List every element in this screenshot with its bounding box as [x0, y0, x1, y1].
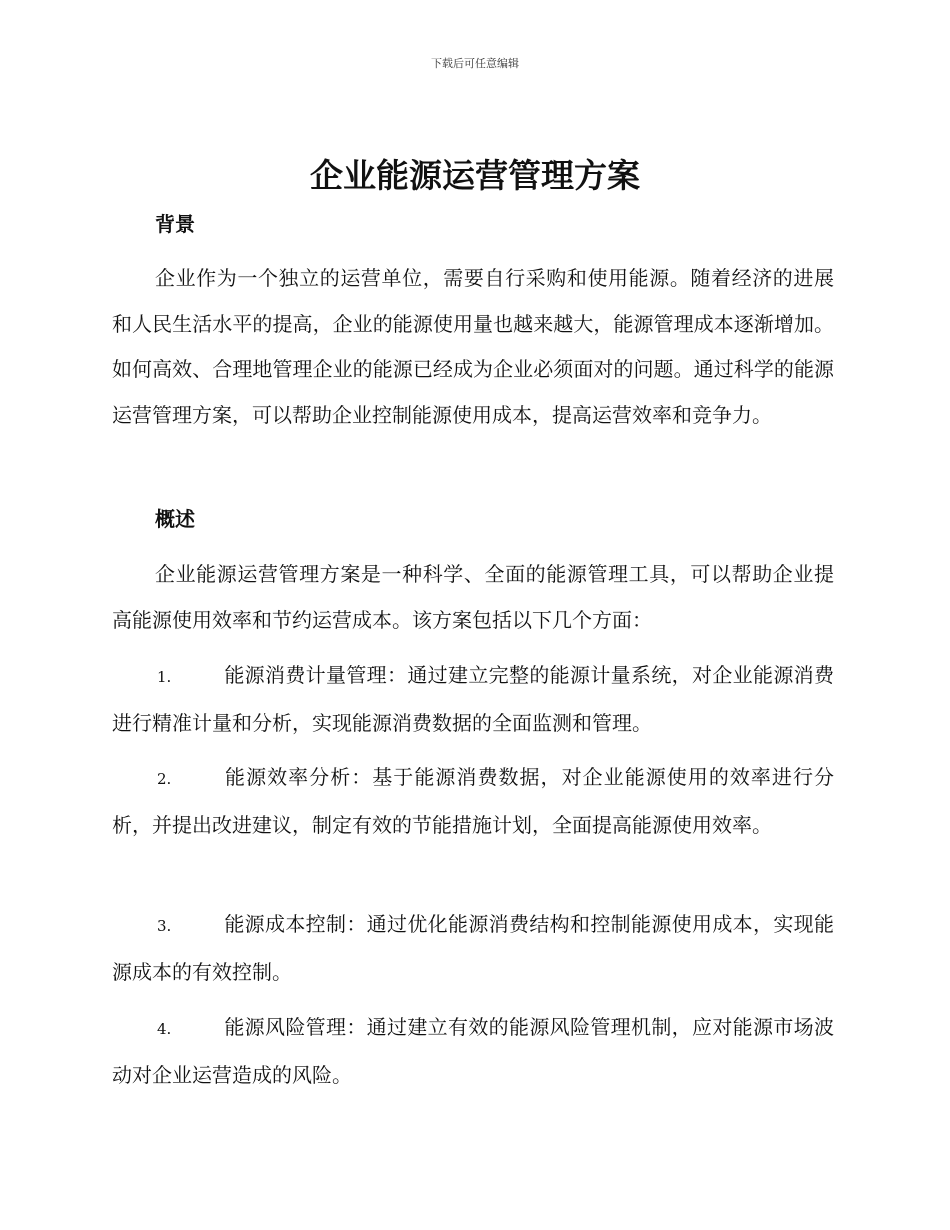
section-heading-background: 背景 — [155, 212, 195, 236]
list-item — [112, 902, 834, 995]
document-title: 企业能源运营管理方案 — [310, 156, 640, 195]
list-item-text: 能源效率分析：基于能源消费数据，对企业能源使用的效率进行分析，并提出改进建议，制定有效的节能措施计划，全面提高能源使用效率。 — [112, 765, 834, 837]
list-item-text: 能源消费计量管理：通过建立完整的能源计量系统，对企业能源消费进行精准计量和分析，实现能源消费数据的全面监测和管理。 — [112, 663, 834, 735]
list-item-number: 1. — [157, 668, 172, 686]
list-item — [112, 1005, 834, 1098]
list-item-number: 4. — [157, 1020, 172, 1038]
list-item-number: 3. — [157, 917, 172, 935]
background-paragraph: 企业作为一个独立的运营单位，需要自行采购和使用能源。随着经济的进展和人民生活水平的提高，企业的能源使用量也越来越大，能源管理成本逐渐增加。如何高效、合理地管理企业的能源已经成为企业必须面对的问题。通过科学的能源运营管理方案，可以帮助企业控制能源使用成本，提高运营效率和竞争力。 — [112, 266, 834, 427]
header-note: 下载后可任意编辑 — [431, 57, 519, 70]
list-item — [112, 653, 834, 746]
section-heading-overview: 概述 — [155, 507, 195, 531]
list-item-text: 能源风险管理：通过建立有效的能源风险管理机制，应对能源市场波动对企业运营造成的风险。 — [112, 1015, 834, 1087]
list-item-number: 2. — [157, 770, 172, 788]
list-item — [112, 755, 834, 848]
overview-paragraph: 企业能源运营管理方案是一种科学、全面的能源管理工具，可以帮助企业提高能源使用效率和节约运营成本。该方案包括以下几个方面： — [112, 562, 834, 632]
list-item-text: 能源成本控制：通过优化能源消费结构和控制能源使用成本，实现能源成本的有效控制。 — [112, 912, 834, 984]
